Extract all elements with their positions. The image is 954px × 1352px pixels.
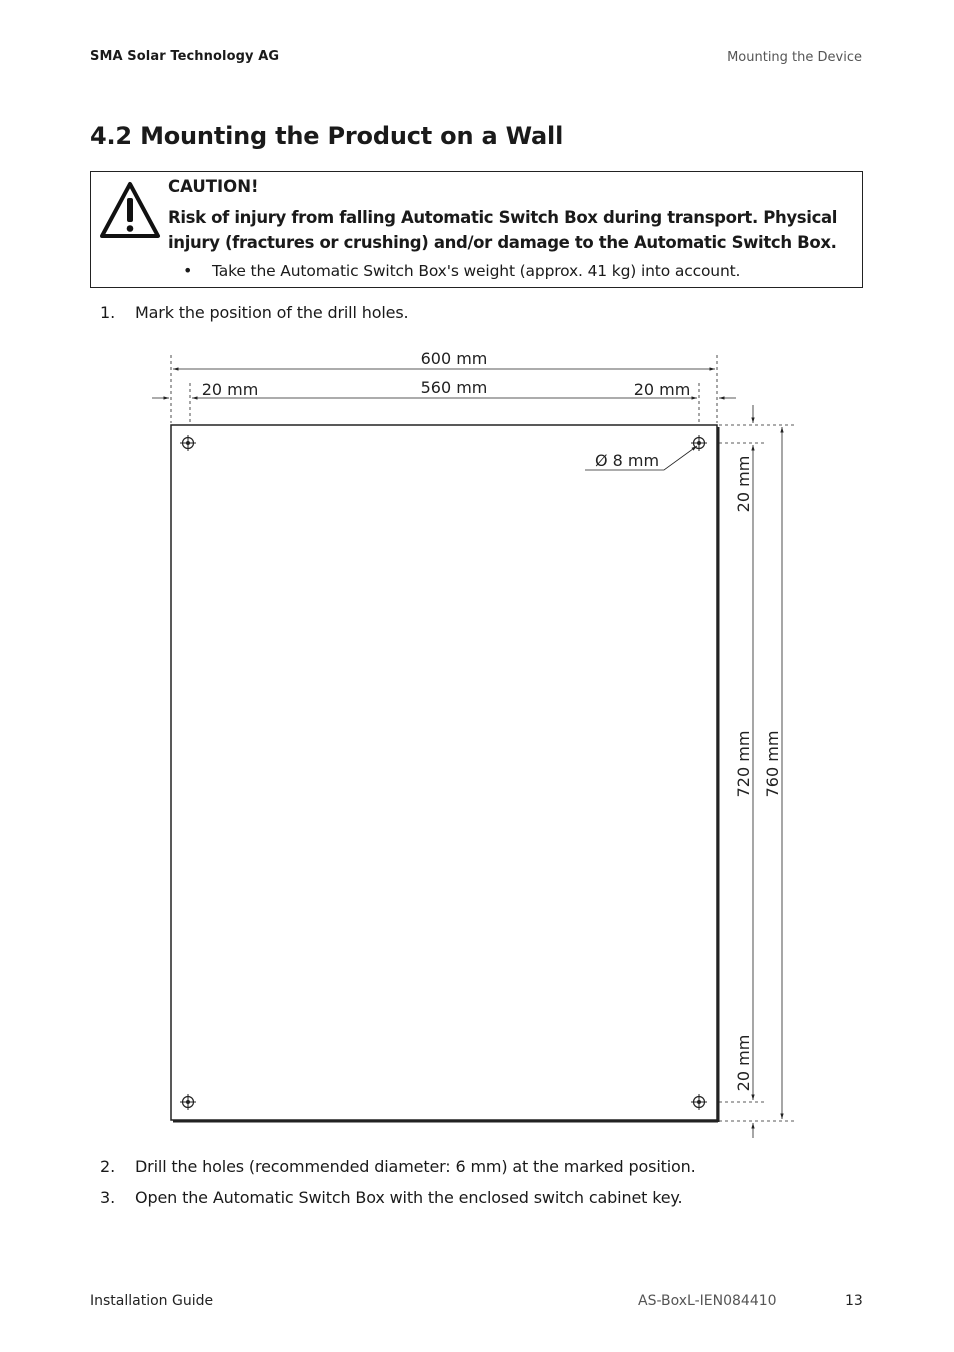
footer-page-number: 13	[845, 1293, 863, 1309]
caution-text: Risk of injury from falling Automatic Switch Box during transport. Physical injury (fractures or crushing) and/or damage to the Automatic Switch Box.	[168, 208, 838, 252]
drill-hole-bottom-left	[180, 1094, 196, 1110]
dim-margin-right: 20 mm	[633, 380, 691, 399]
dim-hole-spacing-y: 720 mm	[734, 730, 753, 798]
header-company: SMA Solar Technology AG	[90, 49, 280, 64]
bullet-dot: •	[183, 261, 193, 280]
step-text: Drill the holes (recommended diameter: 6 mm) at the marked position.	[135, 1157, 696, 1176]
page-title: 4.2 Mounting the Product on a Wall	[90, 122, 564, 150]
footer-doc-type: Installation Guide	[90, 1293, 214, 1309]
step-text: Mark the position of the drill holes.	[135, 303, 409, 322]
dim-margin-top: 20 mm	[734, 455, 753, 513]
caution-label: CAUTION!	[168, 177, 259, 196]
dim-total-width: 600 mm	[420, 349, 488, 368]
device-outline	[171, 425, 718, 1122]
step-number: 1.	[100, 303, 116, 322]
step-number: 3.	[100, 1188, 116, 1207]
dim-hole-spacing-x: 560 mm	[420, 378, 488, 397]
header-section: Mounting the Device	[727, 50, 862, 65]
caution-bullet: Take the Automatic Switch Box's weight (approx. 41 kg) into account.	[212, 262, 741, 280]
footer-doc-code: AS-BoxL-IEN084410	[638, 1293, 777, 1309]
dim-hole-diameter: Ø 8 mm	[594, 451, 660, 470]
vertical-dimensions	[719, 405, 797, 1138]
drill-hole-bottom-right	[691, 1094, 707, 1110]
dim-margin-bottom: 20 mm	[734, 1034, 753, 1092]
step-number: 2.	[100, 1157, 116, 1176]
dim-margin-left: 20 mm	[201, 380, 259, 399]
dim-total-height: 760 mm	[763, 730, 782, 798]
step-text: Open the Automatic Switch Box with the enclosed switch cabinet key.	[135, 1188, 683, 1207]
drill-hole-top-left	[180, 435, 196, 451]
